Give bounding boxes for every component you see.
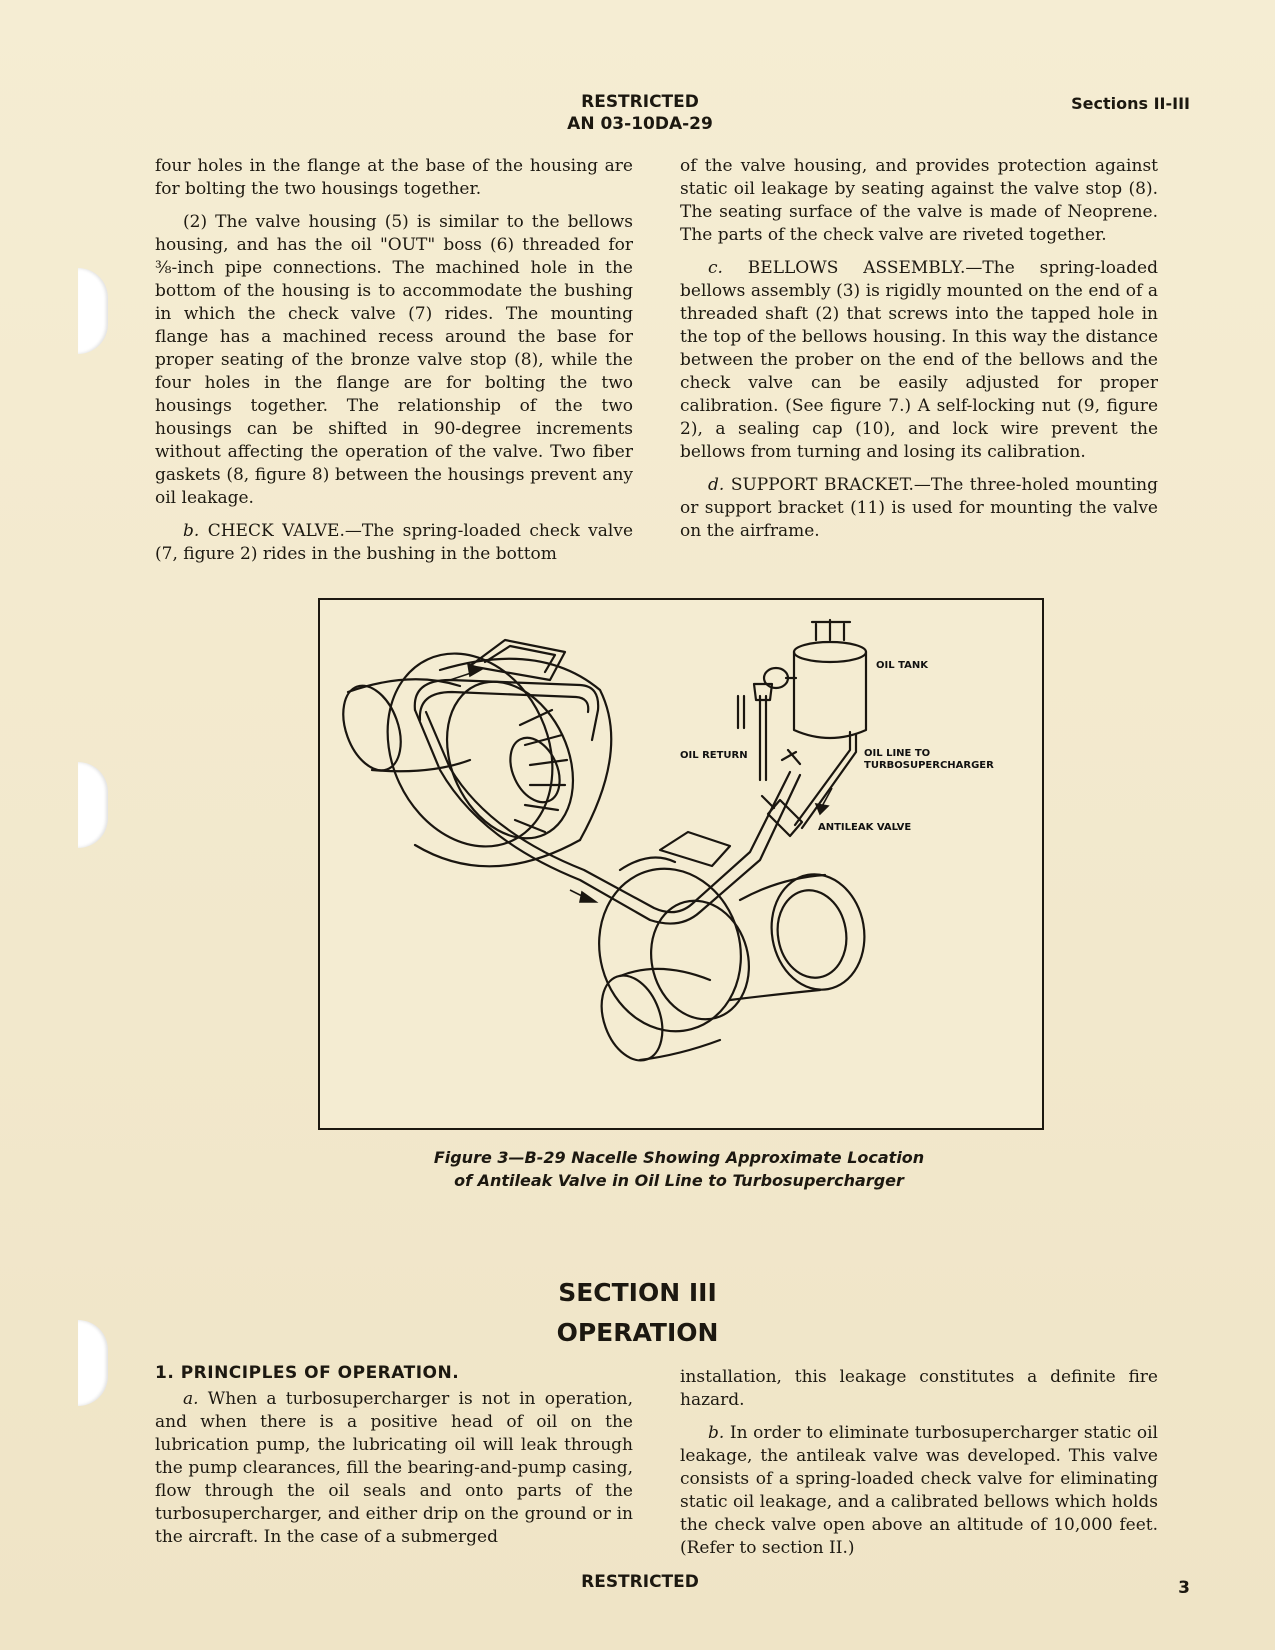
check-valve-text: CHECK VALVE.—The spring-loaded check valve (7, figure 2) rides in the bushing in the bottom (155, 521, 634, 564)
footer-restricted: RESTRICTED (581, 1572, 699, 1592)
label-oil-tank: OIL TANK (876, 660, 928, 671)
nacelle-drawing (320, 600, 1042, 1128)
section-title: SECTION III (558, 1278, 717, 1307)
operation-b-text: In order to eliminate turbosupercharger static oil leakage, the antileak valve was developed. This valve consists of a spring-loaded check valve for eliminating static oil leakage, and a calibrated bellows which holds the check valve open above an altitude of 10,000 feet. (Refer to section II.) (680, 1423, 1158, 1558)
punch-hole-middle (78, 762, 108, 848)
caption-line-2: of Antileak Valve in Oil Line to Turbosupercharger (454, 1171, 904, 1190)
bellows-text: BELLOWS ASSEMBLY.—The spring-loaded bellows assembly (3) is rigidly mounted on the end of a threaded shaft (2) that screws into the tapped hole in the top of the bellows housing. In this way the distance between the prober on the end of the bellows and the check valve can be easily adjusted for proper calibration. (See figure 7.) A self-locking nut (9, figure 2), a sealing cap (10), and lock wire prevent the bellows from turning and losing its calibration. (680, 258, 1158, 462)
punch-hole-top (78, 268, 108, 354)
operation-left-column (155, 1388, 633, 1559)
left-paragraph-2: (2) The valve housing (5) is similar to the bellows housing, and has the oil "OUT" boss (6) threaded for ⅜-inch pipe connections. The machined hole in the bottom of the housing is to accommodate the bushing in which the check valve (7) rides. The mounting flange has a machined recess around the base for proper seating of the bronze valve stop (8), while the four holes in the flange are for bolting the two housings together. The relationship of the two housings can be shifted in 90-degree increments without affecting the operation of the valve. Two fiber gaskets (8, figure 8) between the housings prevent any oil leakage. (155, 212, 633, 508)
paragraph-letter: c. (708, 258, 723, 278)
header-sections: Sections II-III (1071, 94, 1190, 113)
header-doc-number: AN 03-10DA-29 (567, 114, 713, 134)
support-bracket-text: SUPPORT BRACKET.—The three-holed mounting or support bracket (11) is used for mounting the valve on the airframe. (680, 475, 1158, 541)
right-paragraph-1: of the valve housing, and provides protection against static oil leakage by seating against the valve stop (8). The seating surface of the valve is made of Neoprene. The parts of the check valve are riveted together. (680, 156, 1158, 245)
operation-paragraph-a (155, 1388, 633, 1549)
right-paragraph-2 (680, 257, 1158, 464)
operation-right-column (680, 1366, 1158, 1570)
label-antileak: ANTILEAK VALVE (818, 822, 912, 833)
paragraph-letter: a. (183, 1389, 199, 1409)
sub-heading-principles: 1. PRINCIPLES OF OPERATION. (155, 1363, 460, 1383)
paragraph-letter: b. (708, 1423, 725, 1443)
operation-paragraph-a-cont: installation, this leakage constitutes a definite fire hazard. (680, 1367, 1158, 1410)
figure-caption (318, 1146, 1040, 1192)
figure-3-illustration (318, 598, 1044, 1130)
header-restricted: RESTRICTED (581, 92, 699, 112)
paragraph-letter: d. (708, 475, 725, 495)
label-oil-line-1: OIL LINE TO (864, 748, 931, 759)
operation-a-text: When a turbosupercharger is not in operation, and when there is a positive head of oil on the lubrication pump, the lubricating oil will leak through the pump clearances, fill the bearing-and-pump casing, flow through the oil seals and onto parts of the turbosupercharger, and either drip on the ground or in the aircraft. In the case of a submerged (155, 1389, 634, 1547)
left-paragraph-3 (155, 520, 633, 566)
left-paragraph-1: four holes in the flange at the base of the housing are for bolting the two housings together. (155, 156, 633, 199)
left-column (155, 155, 633, 576)
right-column (680, 155, 1158, 553)
caption-line-1: Figure 3—B-29 Nacelle Showing Approximate Location (433, 1148, 925, 1167)
label-oil-line-2: TURBOSUPERCHARGER (864, 760, 994, 771)
right-paragraph-3 (680, 474, 1158, 543)
paragraph-letter: b. (183, 521, 200, 541)
label-oil-return: OIL RETURN (680, 750, 748, 761)
section-name: OPERATION (556, 1318, 719, 1347)
page-number: 3 (1178, 1578, 1190, 1598)
operation-paragraph-b (680, 1422, 1158, 1560)
